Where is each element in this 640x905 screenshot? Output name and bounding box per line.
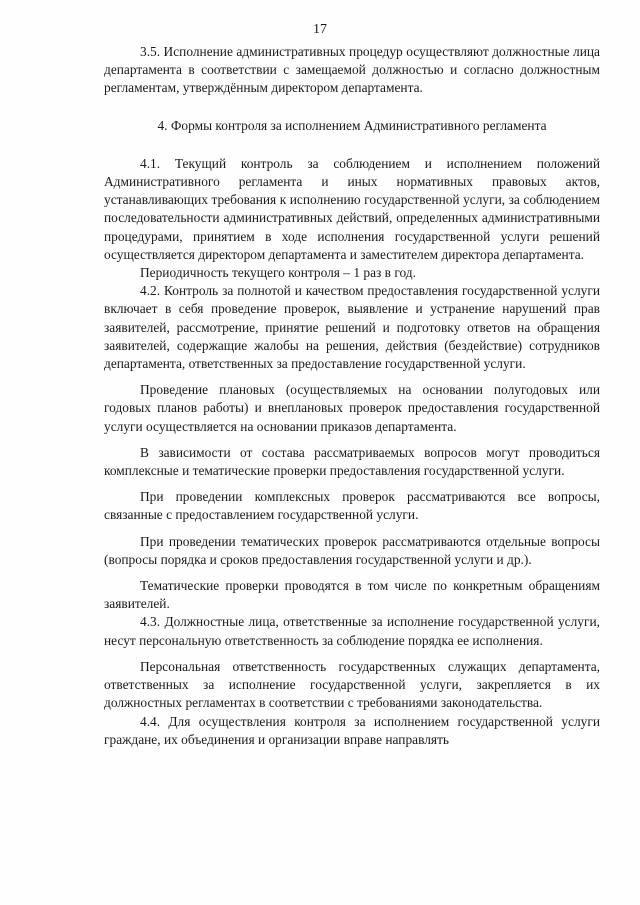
document-body: [104, 43, 600, 749]
paragraph-personal-responsibility: Персональная ответственность государственных служащих департамента, ответственных за исполнение государственной услуги, закрепляется в их должностных регламентах в соответствии с требованиями законодательства.: [104, 658, 600, 711]
paragraph-check-types: В зависимости от состава рассматриваемых вопросов могут проводиться комплексные и тематические проверки предоставления государственной услуги.: [104, 444, 600, 479]
paragraph-complex-checks: При проведении комплексных проверок рассматриваются все вопросы, связанные с предоставлением государственной услуги.: [104, 489, 600, 523]
paragraph-4-1: 4.1. Текущий контроль за соблюдением и исполнением положений Административного регламента и иных нормативных правовых актов, устанавливающих требования к исполнению государственной услуги, за соблюдением последовательности административных действий, определенных административными процедурами, принятием в ходе исполнения государственной услуги решений осуществляется директором департамента и заместителем директора департамента.: [104, 155, 600, 262]
paragraph-4-4: 4.4. Для осуществления контроля за исполнением государственной услуги граждане, их объединения и организации вправе направлять: [104, 713, 600, 747]
paragraph-periodicity: Периодичность текущего контроля – 1 раз в год.: [140, 265, 416, 281]
paragraph-planned-checks: Проведение плановых (осуществляемых на основании полугодовых или годовых планов работы) и внеплановых проверок предоставления государственной услуги осуществляется на основании приказов департамента.: [104, 382, 600, 434]
section-heading: 4. Формы контроля за исполнением Административного регламента: [157, 117, 547, 133]
paragraph-thematic-checks: При проведении тематических проверок рассматриваются отдельные вопросы (вопросы порядка и сроков предоставления государственной услуги и др.).: [104, 533, 600, 567]
paragraph-4-3: 4.3. Должностные лица, ответственные за исполнение государственной услуги, несут персональную ответственность за соблюдение порядка ее исполнения.: [104, 614, 600, 648]
page-number: 17: [313, 22, 327, 37]
paragraph-3-5: 3.5. Исполнение административных процедур осуществляют должностные лица департамента в соответствии с замещаемой должностью и согласно должностным регламентам, утверждённым директором департамента.: [104, 44, 600, 96]
paragraph-thematic-appeals: Тематические проверки проводятся в том числе по конкретным обращениям заявителей.: [104, 578, 600, 612]
paragraph-4-2: 4.2. Контроль за полнотой и качеством предоставления государственной услуги включает в себя проведение проверок, выявление и устранение нарушений прав заявителей, рассмотрение, принятие решений и подготовку ответов на обращения заявителей, содержащие жалобы на решения, действия (бездействие) сотрудников департамента, ответственных за предоставление государственной услуги.: [104, 283, 600, 372]
